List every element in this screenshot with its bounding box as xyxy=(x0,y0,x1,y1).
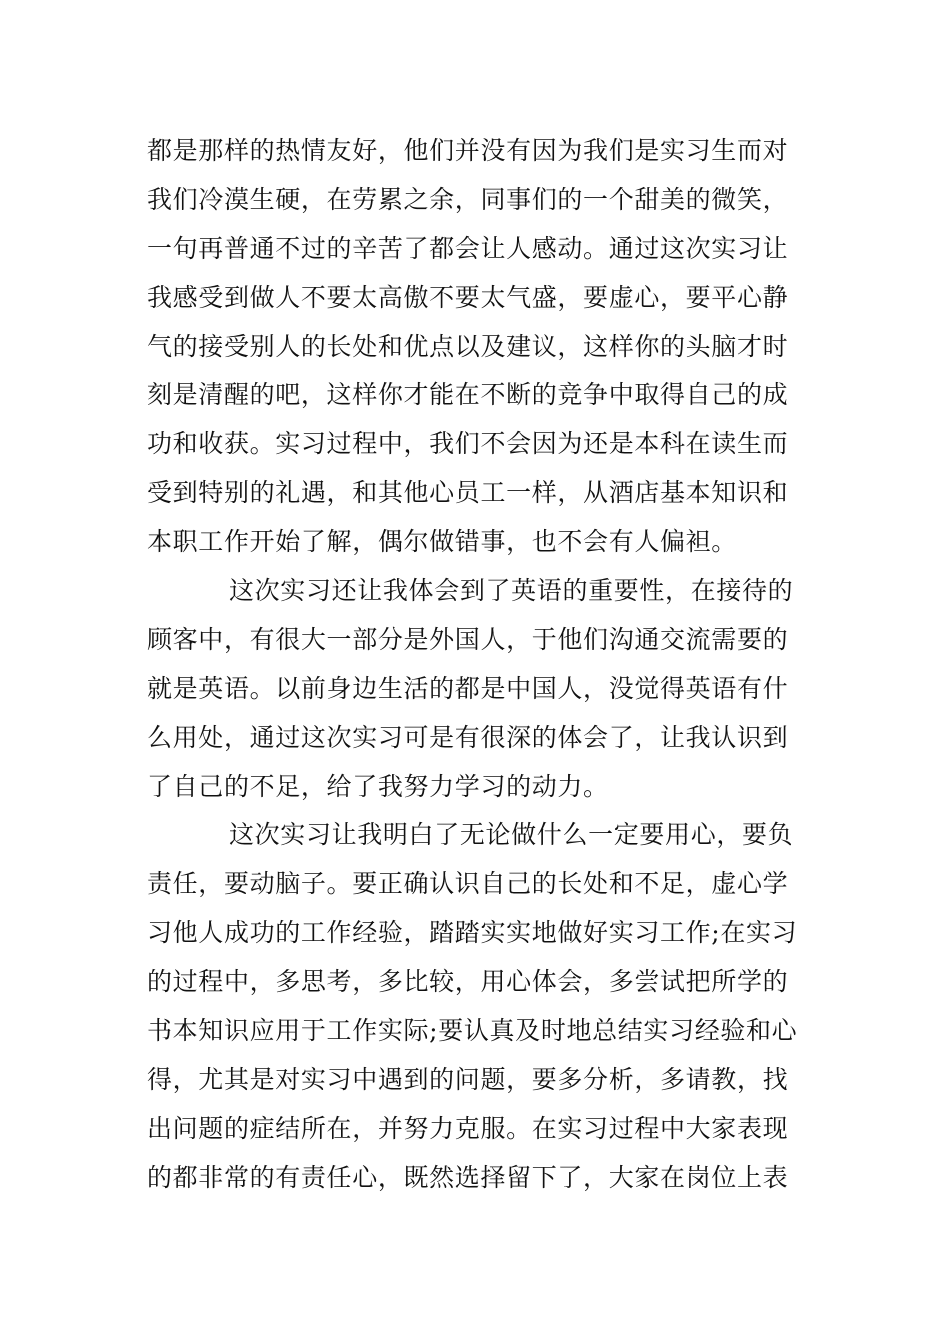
text-line: 气的接受别人的长处和优点以及建议，这样你的头脑才时 xyxy=(147,331,789,361)
text-line: 了自己的不足，给了我努力学习的动力。 xyxy=(147,771,609,801)
paragraph-2 xyxy=(147,567,807,811)
text-line: 我们冷漠生硬，在劳累之余，同事们的一个甜美的微笑， xyxy=(147,184,789,214)
document-body xyxy=(147,127,807,1203)
text-line: 得，尤其是对实习中遇到的问题，要多分析，多请教，找 xyxy=(147,1064,789,1094)
text-line: 受到特别的礼遇，和其他心员工一样，从酒店基本知识和 xyxy=(147,478,789,508)
text-line: 这次实习还让我体会到了英语的重要性，在接待的 xyxy=(229,576,794,606)
text-line: 责任，要动脑子。要正确认识自己的长处和不足，虚心学 xyxy=(147,869,789,899)
text-line: 我感受到做人不要太高傲不要太气盛，要虚心，要平心静 xyxy=(147,282,789,312)
text-line: 的过程中，多思考，多比较，用心体会，多尝试把所学的 xyxy=(147,967,789,997)
text-line: 的都非常的有责任心，既然选择留下了，大家在岗位上表 xyxy=(147,1162,789,1192)
text-line: 功和收获。实习过程中，我们不会因为还是本科在读生而 xyxy=(147,429,789,459)
text-line: 刻是清醒的吧，这样你才能在不断的竞争中取得自己的成 xyxy=(147,380,789,410)
text-line: 一句再普通不过的辛苦了都会让人感动。通过这次实习让 xyxy=(147,233,789,263)
text-line: 就是英语。以前身边生活的都是中国人，没觉得英语有什 xyxy=(147,673,789,703)
paragraph-3 xyxy=(147,811,807,1202)
text-line: 本职工作开始了解，偶尔做错事，也不会有人偏袒。 xyxy=(147,527,737,557)
text-line: 顾客中，有很大一部分是外国人，于他们沟通交流需要的 xyxy=(147,624,789,654)
text-line: 这次实习让我明白了无论做什么一定要用心，要负 xyxy=(229,820,794,850)
text-line: 都是那样的热情友好，他们并没有因为我们是实习生而对 xyxy=(147,136,789,165)
text-line: 出问题的症结所在，并努力克服。在实习过程中大家表现 xyxy=(147,1113,789,1143)
text-line: 习他人成功的工作经验，踏踏实实地做好实习工作;在实习 xyxy=(147,918,798,948)
text-line: 书本知识应用于工作实际;要认真及时地总结实习经验和心 xyxy=(147,1016,798,1046)
text-line: 么用处，通过这次实习可是有很深的体会了，让我认识到 xyxy=(147,722,789,752)
paragraph-1 xyxy=(147,127,807,567)
